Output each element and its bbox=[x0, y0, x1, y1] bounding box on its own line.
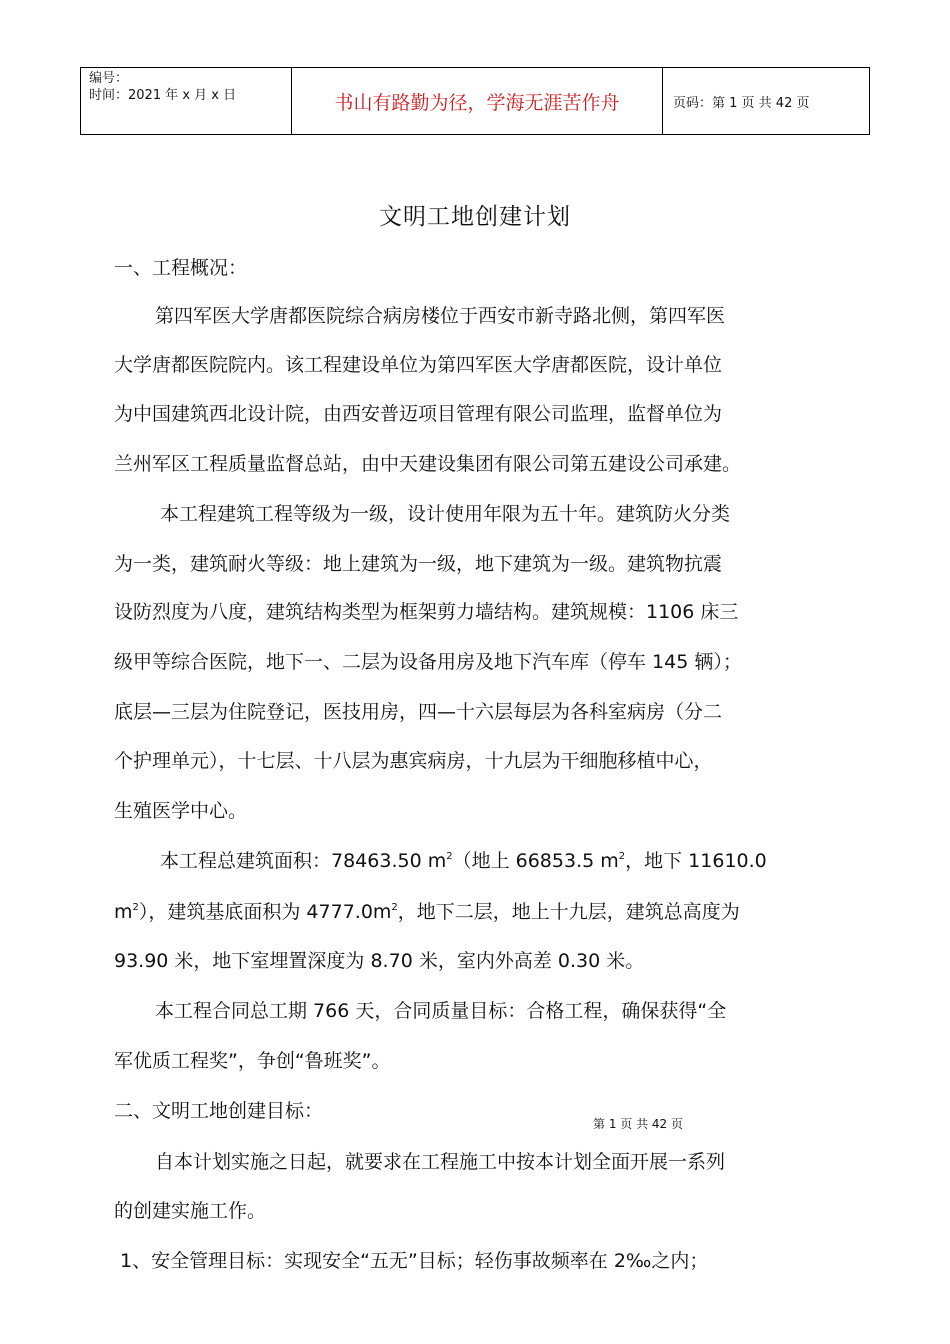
area-text: （地上 66853.5 m bbox=[452, 850, 619, 872]
header-table bbox=[80, 67, 870, 135]
paragraph-line: 大学唐都医院院内。该工程建设单位为第四军医大学唐都医院，设计单位 bbox=[114, 354, 723, 376]
paragraph-line: 生殖医学中心。 bbox=[114, 800, 248, 822]
paragraph-line: 自本计划实施之日起，就要求在工程施工中按本计划全面开展一系列 bbox=[155, 1151, 726, 1173]
paragraph-line: 本工程合同总工期 766 天，合同质量目标：合格工程，确保获得“全 bbox=[155, 1000, 727, 1022]
page-info: 页码：第 1 页 共 42 页 bbox=[663, 68, 870, 135]
header-meta-cell bbox=[81, 68, 292, 135]
paragraph-line: 军优质工程奖”，争创“鲁班奖”。 bbox=[114, 1050, 391, 1072]
section-heading-1: 一、工程概况： bbox=[114, 257, 248, 279]
superscript: 2 bbox=[391, 902, 398, 913]
paragraph-line: 设防烈度为八度，建筑结构类型为框架剪力墙结构。建筑规模：1106 床三 bbox=[114, 601, 739, 623]
page-number-footer: 第 1 页 共 42 页 bbox=[593, 1117, 683, 1131]
paragraph-line: 为一类，建筑耐火等级：地上建筑为一级，地下建筑为一级。建筑物抗震 bbox=[114, 553, 723, 575]
superscript: 2 bbox=[446, 851, 453, 862]
paragraph-line: 93.90 米，地下室埋置深度为 8.70 米，室内外高差 0.30 米。 bbox=[114, 950, 645, 972]
paragraph-line: 级甲等综合医院，地下一、二层为设备用房及地下汽车库（停车 145 辆）； bbox=[114, 651, 742, 673]
area-text: ，地下 11610.0 bbox=[625, 850, 767, 872]
superscript: 2 bbox=[618, 851, 626, 862]
area-text: 本工程总建筑面积：78463.50 m bbox=[160, 850, 447, 872]
paragraph-line: 第四军医大学唐都医院综合病房楼位于西安市新寺路北侧，第四军医 bbox=[155, 305, 726, 327]
paragraph-line-area bbox=[160, 846, 767, 873]
paragraph-line-area bbox=[114, 897, 740, 924]
number-label: 编号： bbox=[89, 71, 129, 86]
paragraph-line: 兰州军区工程质量监督总站，由中天建设集团有限公司第五建设公司承建。 bbox=[114, 453, 742, 475]
paragraph-line: 为中国建筑西北设计院，由西安普迈项目管理有限公司监理，监督单位为 bbox=[114, 403, 723, 425]
date-label: 时间：2021 年 x 月 x 日 bbox=[89, 88, 237, 103]
paragraph-line: 底层—三层为住院登记，医技用房，四—十六层每层为各科室病房（分二 bbox=[114, 701, 723, 723]
document-title: 文明工地创建计划 bbox=[379, 204, 571, 230]
paragraph-line: 个护理单元），十七层、十八层为惠宾病房，十九层为干细胞移植中心， bbox=[114, 750, 713, 772]
area-text: ，地下二层，地上十九层，建筑总高度为 bbox=[397, 901, 740, 923]
section-heading-2: 二、文明工地创建目标： bbox=[114, 1100, 324, 1122]
superscript: 2 bbox=[132, 902, 139, 913]
motto: 书山有路勤为径，学海无涯苦作舟 bbox=[292, 68, 663, 135]
area-text: ），建筑基底面积为 4777.0m bbox=[138, 901, 392, 923]
area-text: m bbox=[114, 901, 133, 923]
list-item: 1、安全管理目标：实现安全“五无”目标；轻伤事故频率在 2‰之内； bbox=[120, 1250, 709, 1272]
paragraph-line: 本工程建筑工程等级为一级，设计使用年限为五十年。建筑防火分类 bbox=[160, 503, 731, 525]
paragraph-line: 的创建实施工作。 bbox=[114, 1200, 267, 1222]
